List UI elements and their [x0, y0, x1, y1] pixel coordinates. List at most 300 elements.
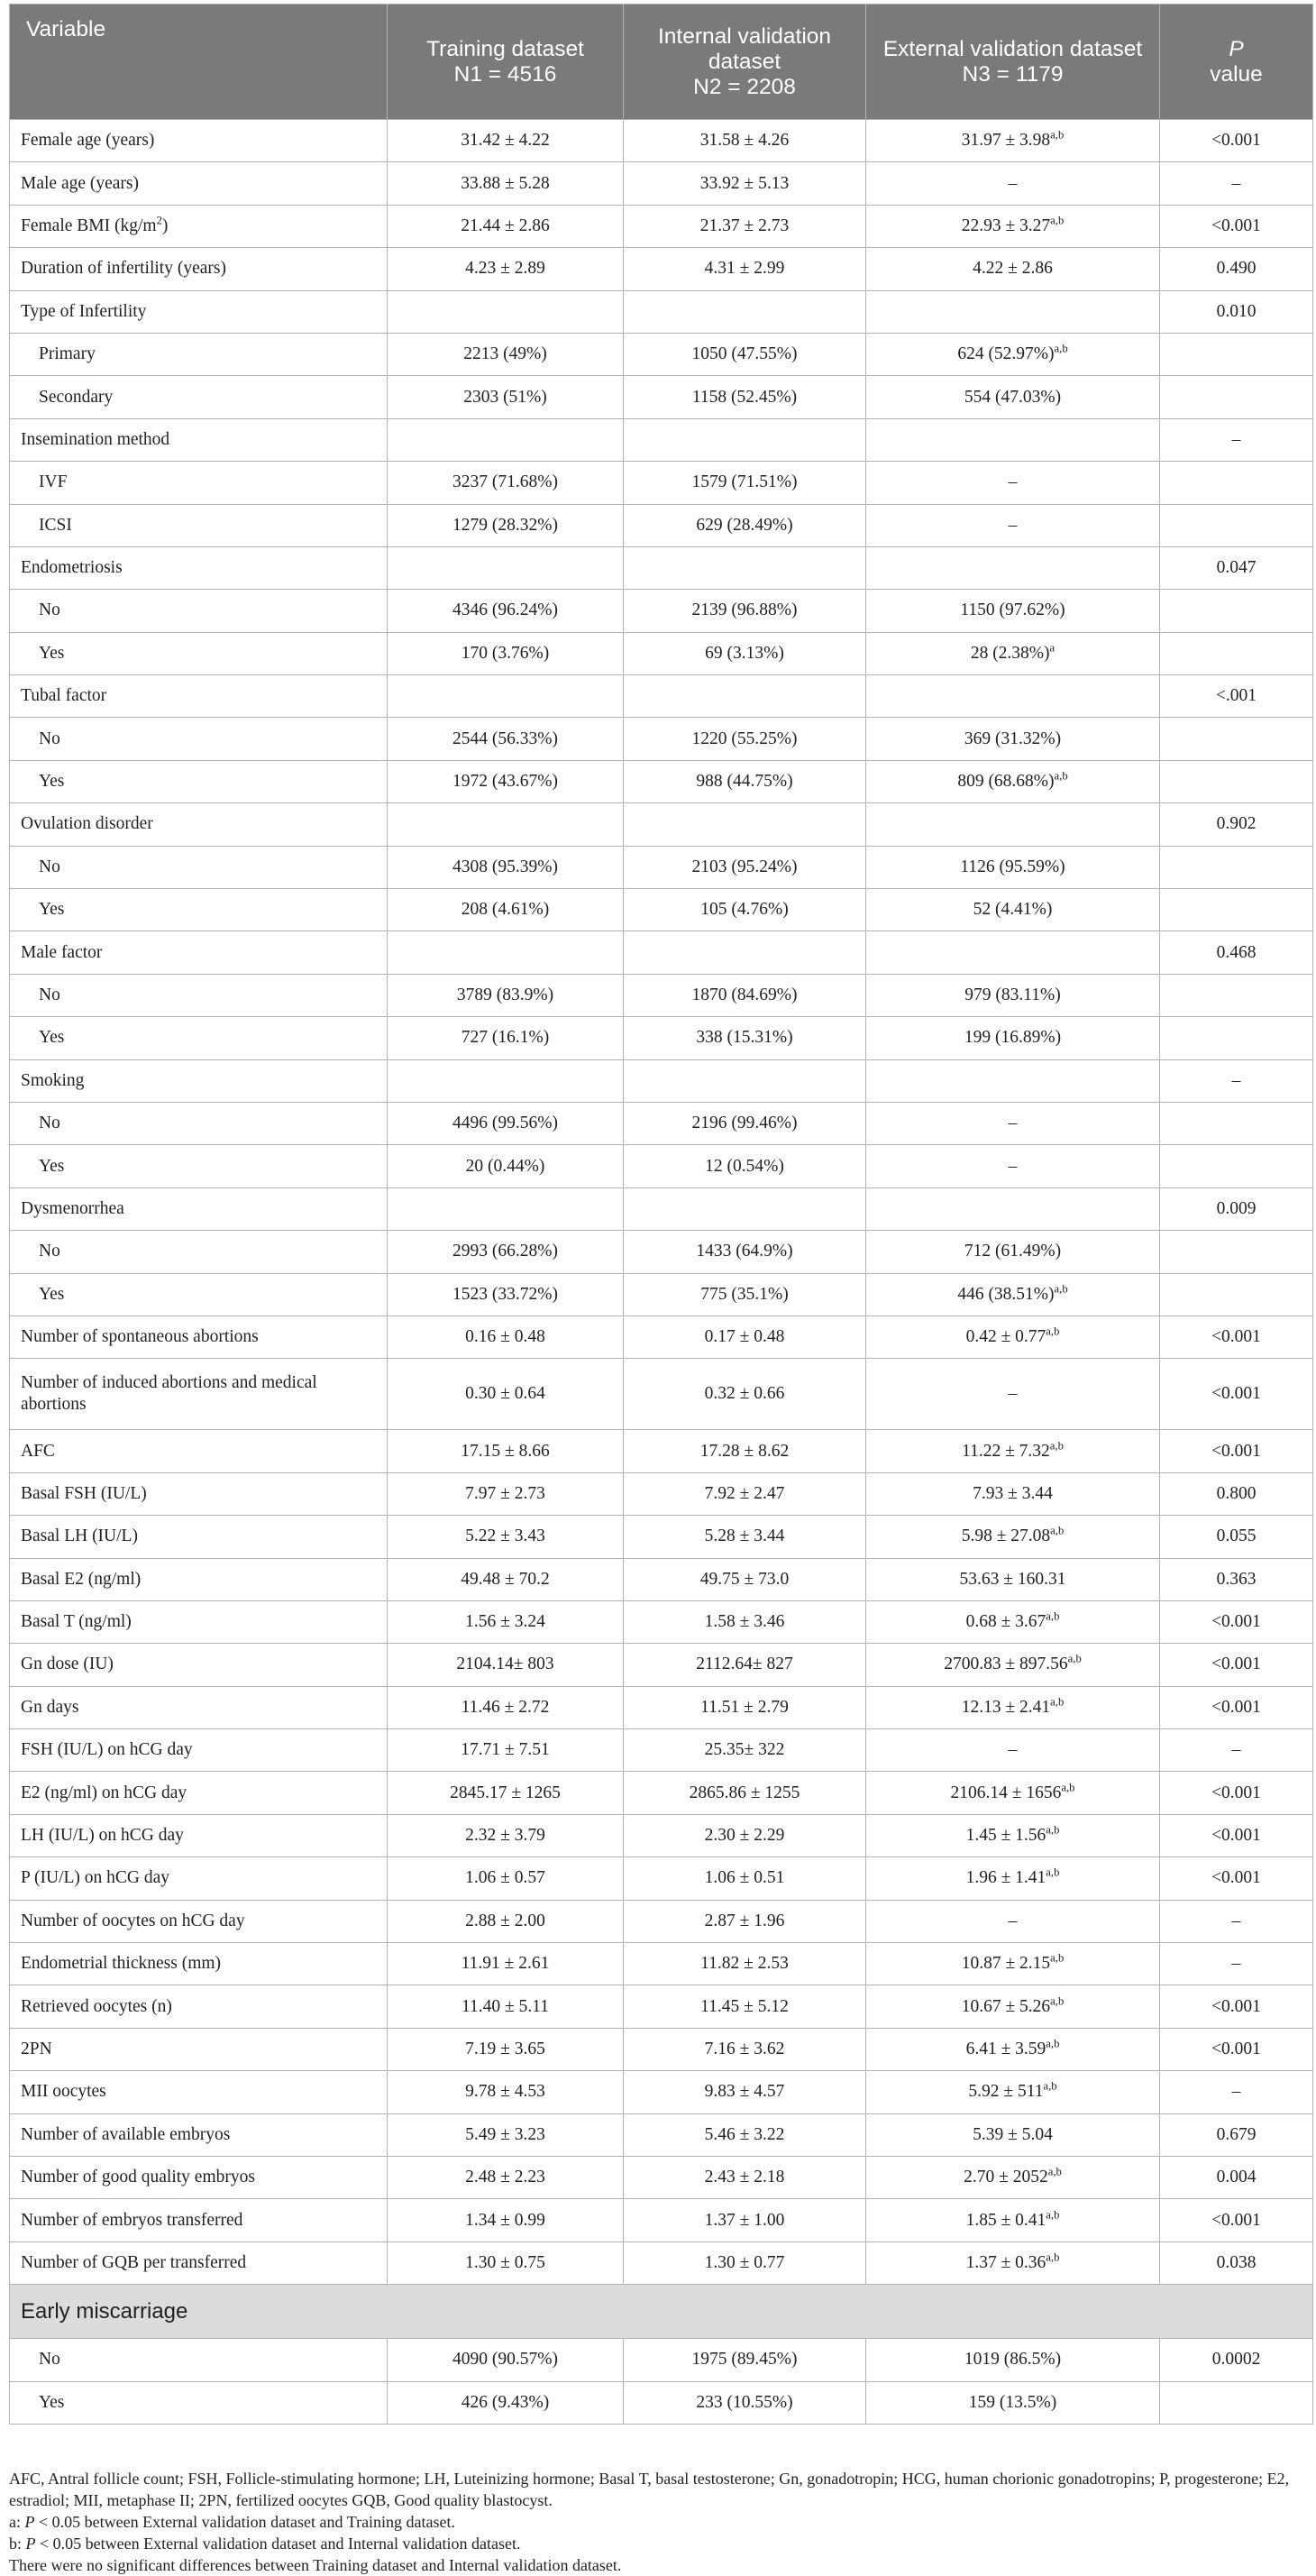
- training-value: 5.49 ± 3.23: [465, 2124, 545, 2144]
- external-cell: [866, 248, 1160, 290]
- variable-label: Female age (years): [21, 131, 155, 151]
- variable-cell: [10, 632, 388, 674]
- external-value: 52 (4.41%): [973, 900, 1053, 920]
- training-value: 2.32 ± 3.79: [465, 1826, 545, 1846]
- external-cell: [866, 846, 1160, 888]
- p-value: <0.001: [1211, 2039, 1261, 2058]
- p-value-cell: [1160, 675, 1313, 718]
- p-value-cell: [1160, 376, 1313, 418]
- external-cell: [866, 2113, 1160, 2156]
- external-cell: [866, 205, 1160, 247]
- variable-label: Male age (years): [21, 173, 140, 193]
- training-value: 1.06 ± 0.57: [465, 1868, 545, 1888]
- training-value: 2845.17 ± 1265: [450, 1783, 561, 1802]
- external-cell: [866, 546, 1160, 589]
- external-cell: [866, 803, 1160, 846]
- training-cell: [388, 2028, 624, 2070]
- variable-label: Number of induced abortions and medical abortions: [21, 1373, 317, 1415]
- table-row: [10, 590, 1313, 632]
- table-row: [10, 1316, 1313, 1358]
- table-header: [10, 5, 1313, 120]
- table-row: [10, 546, 1313, 589]
- table-row: [10, 1102, 1313, 1144]
- internal-cell: [624, 803, 866, 846]
- p-value: 0.0002: [1211, 2350, 1261, 2370]
- training-value: 3237 (71.68%): [452, 472, 558, 492]
- p-value: <0.001: [1211, 2210, 1261, 2230]
- table-row: [10, 2113, 1313, 2156]
- internal-cell: [624, 2381, 866, 2424]
- external-cell: [866, 760, 1160, 802]
- p-value-cell: [1160, 2241, 1313, 2284]
- training-cell: [388, 1231, 624, 1273]
- internal-value: 1050 (47.55%): [691, 344, 798, 364]
- training-value: 2544 (56.33%): [452, 729, 558, 748]
- variable-label: Duration of infertility (years): [21, 259, 226, 279]
- internal-value: 2112.64± 827: [696, 1655, 793, 1674]
- table-row: [10, 2339, 1313, 2381]
- internal-cell: [624, 2199, 866, 2241]
- p-value: 0.055: [1216, 1526, 1257, 1546]
- external-cell: [866, 290, 1160, 333]
- section-label: Early miscarriage: [10, 2285, 1313, 2339]
- significance-marker: a,b: [1050, 214, 1065, 227]
- table-row: [10, 162, 1313, 205]
- header-external-label: External validation dataset: [882, 36, 1143, 61]
- variable-cell: [10, 974, 388, 1016]
- variable-cell: [10, 2113, 388, 2156]
- p-value-cell: [1160, 1472, 1313, 1515]
- training-cell: [388, 162, 624, 205]
- internal-value: 0.32 ± 0.66: [704, 1384, 785, 1404]
- training-cell: [388, 931, 624, 974]
- training-cell: [388, 1857, 624, 1900]
- header-external-n: N3 = 1179: [962, 61, 1064, 87]
- header-variable: Variable: [10, 5, 388, 120]
- variable-label: Endometrial thickness (mm): [21, 1954, 222, 1974]
- significance-marker: a,b: [1043, 2079, 1057, 2093]
- external-value: 554 (47.03%): [964, 387, 1062, 407]
- variable-label: Insemination method: [21, 429, 170, 449]
- internal-value: 4.31 ± 2.99: [704, 259, 785, 279]
- training-cell: [388, 2113, 624, 2156]
- p-value: –: [1231, 2082, 1241, 2102]
- p-value-cell: [1160, 1729, 1313, 1772]
- external-value: 5.39 ± 5.04: [973, 2124, 1053, 2144]
- header-internal: [624, 5, 866, 120]
- external-cell: [866, 333, 1160, 375]
- variable-label: P (IU/L) on hCG day: [21, 1868, 170, 1888]
- internal-cell: [624, 1600, 866, 1643]
- external-cell: [866, 1943, 1160, 1985]
- internal-cell: [624, 1273, 866, 1316]
- internal-value: 21.37 ± 2.73: [699, 215, 790, 235]
- internal-cell: [624, 546, 866, 589]
- external-cell: [866, 1644, 1160, 1686]
- internal-value: 1870 (84.69%): [691, 985, 798, 1004]
- external-cell: [866, 1017, 1160, 1059]
- internal-value: 1579 (71.51%): [691, 472, 798, 492]
- training-value: 1523 (33.72%): [452, 1284, 558, 1304]
- external-cell: [866, 418, 1160, 461]
- internal-cell: [624, 376, 866, 418]
- p-value: 0.800: [1216, 1483, 1257, 1503]
- variable-cell: [10, 2028, 388, 2070]
- variable-label: Male factor: [21, 942, 103, 962]
- variable-cell: [10, 290, 388, 333]
- external-cell: [866, 462, 1160, 504]
- variable-cell: [10, 504, 388, 546]
- training-cell: [388, 846, 624, 888]
- external-cell: [866, 1814, 1160, 1856]
- training-cell: [388, 1600, 624, 1643]
- internal-cell: [624, 1472, 866, 1515]
- variable-cell: [10, 2199, 388, 2241]
- internal-cell: [624, 760, 866, 802]
- internal-cell: [624, 590, 866, 632]
- internal-cell: [624, 632, 866, 674]
- internal-cell: [624, 1516, 866, 1558]
- table-row: [10, 1729, 1313, 1772]
- table-row: [10, 1600, 1313, 1643]
- training-cell: [388, 1558, 624, 1600]
- internal-value: 2196 (99.46%): [691, 1114, 798, 1133]
- variable-cell: [10, 120, 388, 162]
- p-value-cell: [1160, 718, 1313, 760]
- internal-value: 1158 (52.45%): [691, 387, 798, 407]
- external-cell: [866, 718, 1160, 760]
- table-row: [10, 290, 1313, 333]
- variable-cell: [10, 1430, 388, 1472]
- significance-marker: a,b: [1046, 1823, 1060, 1837]
- footnote-b: b: P < 0.05 between External validation dataset and Internal validation dataset.: [9, 2535, 521, 2553]
- variable-cell: [10, 1516, 388, 1558]
- p-value: <0.001: [1211, 215, 1261, 235]
- significance-marker: a,b: [1050, 1524, 1065, 1537]
- p-value: –: [1231, 1954, 1241, 1974]
- variable-cell: [10, 1359, 388, 1430]
- variable-label: Basal FSH (IU/L): [21, 1483, 147, 1503]
- external-cell: [866, 1145, 1160, 1187]
- internal-value: 1.06 ± 0.51: [704, 1868, 785, 1888]
- variable-cell: [10, 333, 388, 375]
- table-row: [10, 2381, 1313, 2424]
- p-value-cell: [1160, 1814, 1313, 1856]
- external-cell: [866, 1857, 1160, 1900]
- external-value: 1.37 ± 0.36: [965, 2252, 1046, 2272]
- internal-cell: [624, 1231, 866, 1273]
- external-cell: [866, 1187, 1160, 1230]
- table-row: [10, 333, 1313, 375]
- internal-cell: [624, 718, 866, 760]
- p-value-cell: [1160, 590, 1313, 632]
- variable-cell: [10, 1231, 388, 1273]
- external-value: –: [1008, 173, 1018, 193]
- training-cell: [388, 1017, 624, 1059]
- table-row: [10, 1059, 1313, 1102]
- table-row: [10, 1017, 1313, 1059]
- internal-cell: [624, 1686, 866, 1728]
- p-value-cell: [1160, 120, 1313, 162]
- variable-label: 2PN: [21, 2039, 52, 2058]
- table-row: [10, 760, 1313, 802]
- p-value: <0.001: [1211, 1327, 1261, 1347]
- external-cell: [866, 2241, 1160, 2284]
- variable-cell: [10, 590, 388, 632]
- variable-label: Tubal factor: [21, 686, 107, 706]
- variable-label: No: [39, 985, 60, 1004]
- training-cell: [388, 803, 624, 846]
- external-value: –: [1008, 1156, 1018, 1176]
- variable-label: Secondary: [39, 387, 114, 407]
- p-value: 0.038: [1216, 2252, 1257, 2272]
- external-value: 1.96 ± 1.41: [965, 1868, 1046, 1888]
- internal-value: 25.35± 322: [704, 1740, 785, 1760]
- variable-label: LH (IU/L) on hCG day: [21, 1826, 184, 1846]
- external-value: 2700.83 ± 897.56: [944, 1655, 1068, 1674]
- header-p-word: value: [1210, 61, 1263, 87]
- training-value: 4346 (96.24%): [452, 600, 558, 620]
- external-value: 712 (61.49%): [964, 1242, 1062, 1261]
- training-value: 3789 (83.9%): [456, 985, 554, 1004]
- training-cell: [388, 376, 624, 418]
- training-value: 31.42 ± 4.22: [461, 131, 550, 151]
- p-value-cell: [1160, 2381, 1313, 2424]
- external-value: 7.93 ± 3.44: [973, 1483, 1053, 1503]
- external-value: 53.63 ± 160.31: [959, 1569, 1066, 1589]
- external-cell: [866, 1059, 1160, 1102]
- variable-label: Basal E2 (ng/ml): [21, 1569, 142, 1589]
- p-value-cell: [1160, 162, 1313, 205]
- external-cell: [866, 2071, 1160, 2113]
- p-value-cell: [1160, 931, 1313, 974]
- external-value: 0.68 ± 3.67: [965, 1612, 1046, 1632]
- external-cell: [866, 1516, 1160, 1558]
- p-value: <0.001: [1211, 1697, 1261, 1717]
- external-value: 5.92 ± 511: [968, 2082, 1044, 2102]
- variable-cell: [10, 162, 388, 205]
- table-row: [10, 1772, 1313, 1814]
- training-value: 4090 (90.57%): [452, 2350, 558, 2370]
- external-cell: [866, 1102, 1160, 1144]
- variable-label: No: [39, 2350, 60, 2370]
- external-cell: [866, 974, 1160, 1016]
- p-value-cell: [1160, 1059, 1313, 1102]
- table-row: [10, 1430, 1313, 1472]
- internal-value: 1433 (64.9%): [696, 1242, 793, 1261]
- significance-marker: a,b: [1054, 1282, 1068, 1296]
- training-cell: [388, 1472, 624, 1515]
- p-value: 0.047: [1216, 558, 1257, 578]
- p-value-cell: [1160, 2199, 1313, 2241]
- internal-cell: [624, 290, 866, 333]
- training-cell: [388, 2339, 624, 2381]
- variable-label: No: [39, 1114, 60, 1133]
- table-row: [10, 504, 1313, 546]
- internal-value: 17.28 ± 8.62: [699, 1441, 790, 1461]
- internal-cell: [624, 1814, 866, 1856]
- variable-cell: [10, 2381, 388, 2424]
- p-value: <0.001: [1211, 1384, 1261, 1404]
- internal-cell: [624, 1558, 866, 1600]
- p-value-cell: [1160, 1644, 1313, 1686]
- table-footnotes: [9, 2468, 1312, 2576]
- external-cell: [866, 2156, 1160, 2198]
- training-cell: [388, 205, 624, 247]
- internal-cell: [624, 1187, 866, 1230]
- training-cell: [388, 2199, 624, 2241]
- external-value: 4.22 ± 2.86: [973, 259, 1053, 279]
- footnote-no-difference: There were no significant differences between Training dataset and Internal validation dataset.: [9, 2556, 622, 2574]
- variable-label: Number of spontaneous abortions: [21, 1327, 259, 1347]
- training-value: 11.46 ± 2.72: [461, 1697, 550, 1717]
- significance-marker: a,b: [1067, 1652, 1082, 1665]
- p-value-cell: [1160, 1430, 1313, 1472]
- training-value: 426 (9.43%): [461, 2392, 550, 2412]
- external-cell: [866, 376, 1160, 418]
- variable-cell: [10, 248, 388, 290]
- internal-cell: [624, 1316, 866, 1358]
- internal-cell: [624, 1943, 866, 1985]
- table-row: [10, 1472, 1313, 1515]
- internal-cell: [624, 1017, 866, 1059]
- variable-label: Endometriosis: [21, 558, 123, 578]
- significance-marker: a,b: [1050, 1994, 1065, 2008]
- p-value-cell: [1160, 760, 1313, 802]
- significance-marker: a,b: [1046, 1609, 1060, 1623]
- significance-marker: a,b: [1054, 342, 1068, 355]
- training-value: 2.48 ± 2.23: [465, 2168, 545, 2187]
- internal-value: 1975 (89.45%): [691, 2350, 798, 2370]
- table-row: [10, 974, 1313, 1016]
- variable-label: Female BMI (kg/m: [21, 215, 157, 235]
- external-cell: [866, 2381, 1160, 2424]
- table-row: [10, 205, 1313, 247]
- training-value: 7.97 ± 2.73: [465, 1483, 545, 1503]
- p-value: <0.001: [1211, 1826, 1261, 1846]
- variable-cell: [10, 2156, 388, 2198]
- p-value-cell: [1160, 803, 1313, 846]
- internal-value: 988 (44.75%): [696, 772, 793, 792]
- variable-label: No: [39, 857, 60, 876]
- training-cell: [388, 1430, 624, 1472]
- training-cell: [388, 1814, 624, 1856]
- training-value: 5.22 ± 3.43: [465, 1526, 545, 1546]
- variable-label: Number of GQB per transferred: [21, 2252, 247, 2272]
- variable-label: Yes: [39, 2392, 65, 2412]
- table-row: [10, 846, 1313, 888]
- internal-cell: [624, 1772, 866, 1814]
- variable-cell: [10, 1772, 388, 1814]
- significance-marker: a,b: [1050, 1695, 1065, 1709]
- external-value: 159 (13.5%): [968, 2392, 1057, 2412]
- training-cell: [388, 590, 624, 632]
- internal-cell: [624, 1102, 866, 1144]
- p-value-cell: [1160, 248, 1313, 290]
- internal-value: 1.30 ± 0.77: [704, 2252, 785, 2272]
- variable-cell: [10, 718, 388, 760]
- p-value-cell: [1160, 1017, 1313, 1059]
- p-value-cell: [1160, 205, 1313, 247]
- table-row: [10, 2241, 1313, 2284]
- table-row: [10, 1187, 1313, 1230]
- external-cell: [866, 120, 1160, 162]
- p-value-cell: [1160, 632, 1313, 674]
- training-value: 2993 (66.28%): [452, 1242, 558, 1261]
- significance-marker: a,b: [1054, 769, 1068, 783]
- variable-cell: [10, 1600, 388, 1643]
- table-row: [10, 803, 1313, 846]
- internal-cell: [624, 1059, 866, 1102]
- training-value: 1279 (28.32%): [452, 515, 558, 535]
- p-value: 0.004: [1216, 2168, 1257, 2187]
- p-value-cell: [1160, 1985, 1313, 2028]
- training-cell: [388, 632, 624, 674]
- table-row: [10, 1985, 1313, 2028]
- variable-cell: [10, 803, 388, 846]
- header-internal-label: Internal validation dataset: [657, 23, 832, 74]
- internal-value: 11.51 ± 2.79: [700, 1697, 789, 1717]
- table-row: [10, 1644, 1313, 1686]
- training-cell: [388, 1059, 624, 1102]
- significance-marker: a,b: [1046, 2251, 1060, 2264]
- variable-label: Number of available embryos: [21, 2124, 231, 2144]
- table-row: [10, 675, 1313, 718]
- variable-label: Yes: [39, 900, 65, 920]
- variable-label: E2 (ng/ml) on hCG day: [21, 1783, 187, 1802]
- training-cell: [388, 2071, 624, 2113]
- external-cell: [866, 590, 1160, 632]
- training-value: 2104.14± 803: [456, 1655, 554, 1674]
- significance-marker: a,b: [1047, 2165, 1062, 2178]
- variable-label: Gn dose (IU): [21, 1655, 114, 1674]
- internal-value: 105 (4.76%): [700, 900, 789, 920]
- training-value: 49.48 ± 70.2: [461, 1569, 550, 1589]
- training-cell: [388, 1644, 624, 1686]
- training-cell: [388, 120, 624, 162]
- internal-cell: [624, 846, 866, 888]
- table-row: [10, 1900, 1313, 1942]
- training-cell: [388, 2241, 624, 2284]
- significance-marker: a,b: [1050, 1951, 1065, 1965]
- variable-label: Gn days: [21, 1697, 79, 1717]
- internal-cell: [624, 1985, 866, 2028]
- internal-cell: [624, 974, 866, 1016]
- variable-label: Number of oocytes on hCG day: [21, 1911, 245, 1930]
- internal-cell: [624, 2028, 866, 2070]
- variable-cell: [10, 675, 388, 718]
- p-value-cell: [1160, 1359, 1313, 1430]
- training-value: 20 (0.44%): [465, 1156, 545, 1176]
- header-training-label: Training dataset: [426, 36, 584, 61]
- external-value: 809 (68.68%): [957, 772, 1055, 792]
- internal-cell: [624, 418, 866, 461]
- external-cell: [866, 1558, 1160, 1600]
- training-cell: [388, 1187, 624, 1230]
- training-cell: [388, 1772, 624, 1814]
- external-cell: [866, 2199, 1160, 2241]
- external-cell: [866, 1273, 1160, 1316]
- variable-label: Yes: [39, 1284, 65, 1304]
- table-row: [10, 376, 1313, 418]
- table-row: [10, 1145, 1313, 1187]
- p-value-cell: [1160, 1600, 1313, 1643]
- internal-value: 11.82 ± 2.53: [700, 1954, 789, 1974]
- external-value: 0.42 ± 0.77: [965, 1327, 1046, 1347]
- p-value: –: [1231, 429, 1241, 449]
- internal-cell: [624, 889, 866, 931]
- external-value: 10.67 ± 5.26: [961, 1996, 1051, 2016]
